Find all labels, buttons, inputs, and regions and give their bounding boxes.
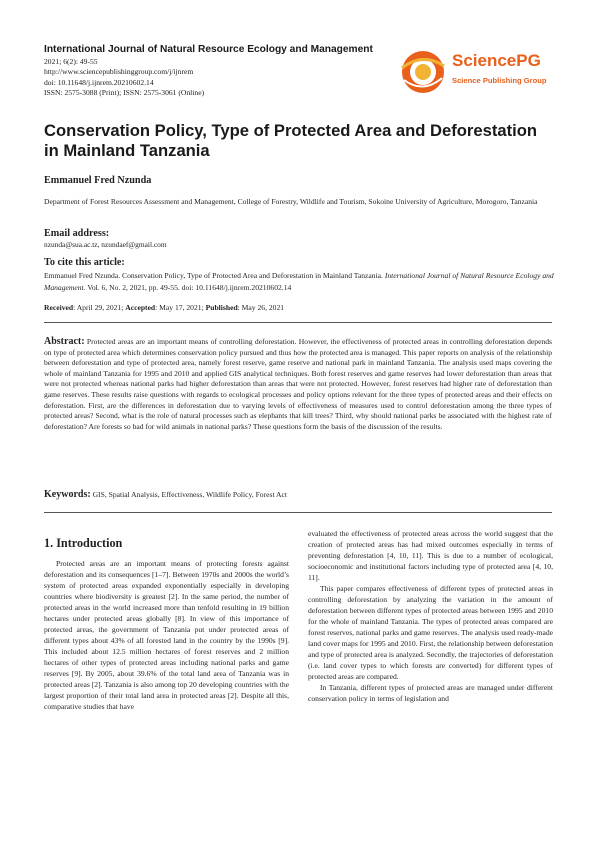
keywords-text: GIS, Spatial Analysis, Effectiveness, Wildlife Policy, Forest Act [92, 490, 288, 499]
cite-heading: To cite this article: [44, 257, 125, 268]
paragraph: This paper compares effectiveness of different types of protected areas in controlling deforestation by analyzing the variation in the amount of deforestation between different types of protected areas between 1995 and 2010 for the whole of mainland Tanzania. The types of protected areas compared are forest reserves, national parks and game reserves. The analysis used ready-made land cover maps for 1995 and 2010. First, the relationship between deforestation and type of protected area is analyzed. Secondly, the trajectories of deforestation (i.e. land cover types to which forests are converted) for different types of protected areas are compared. [308, 584, 553, 681]
affiliation: Department of Forest Resources Assessment and Management, College of Forestry, Wildlife and Tourism, Sokoine University of Agriculture, Morogoro, Tanzania [44, 197, 538, 206]
email-heading: Email address: [44, 228, 110, 239]
cite-journal: International Journal of Natural Resource Ecology and Management. [44, 271, 554, 292]
paragraph: Protected areas are an important means of protecting forests against deforestation and its consequences [1–7]. Between 1970s and 2000s the world’s system of protected areas expanded exponentially especially in developing countries where biodiversity is greatest [2]. In the same period, the number of protected areas in the world increased more than tenfold resulting in 19 billion hectares under protected areas globally [8]. In view of this importance of protected areas, the government of Tanzania put under protected areas of different types about 43% of all forested land in the country by the 1990s [9]. This included about 12.5 million hectares of forest reserves and 2 million hectares of other types of protected areas including national parks and game reserves [9]. By 2005, about 39.6% of the total land area of Tanzania was in protected areas [2]. Tanzania is also among top 20 developing countries with the largest proportion of their total land area in protected areas [2]. Despite all this, comparative studies that have [44, 559, 289, 711]
cite-tail: Vol. 6, No. 2, 2021, pp. 49-55. doi: 10.11648/j.ijnrem.20210602.14 [87, 282, 292, 292]
author-name: Emmanuel Fred Nzunda [44, 175, 152, 186]
column-left [44, 558, 289, 712]
logo-name: SciencePG [452, 51, 541, 70]
sciencepg-logo [400, 48, 580, 96]
doi[interactable]: doi: 10.11648/j.ijnrem.20210602.14 [44, 77, 154, 87]
column-right [308, 528, 553, 704]
section-heading: 1. Introduction [44, 536, 123, 550]
article-title: Conservation Policy, Type of Protected Area and Deforestation in Mainland Tanzania [44, 121, 537, 160]
paragraph: evaluated the effectiveness of protected areas across the world suggest that the creation of protected areas has had mixed outcomes especially in terms of preventing deforestation [4, 10, 11]. This is due to a number of ecological, socioeconomic and institutional factors including type of protected area [4, 10, 11]. [308, 529, 553, 582]
accepted-date: : May 17, 2021; [155, 303, 206, 312]
citation [44, 270, 554, 293]
published-date: : May 26, 2021 [237, 303, 285, 312]
cite-text: Emmanuel Fred Nzunda. Conservation Policy, Type of Protected Area and Deforestation in Mainland Tanzania. [44, 271, 383, 280]
divider-bottom [44, 512, 552, 513]
logo-subtitle: Science Publishing Group [452, 76, 547, 85]
published-label: Published [205, 303, 238, 312]
abstract [44, 337, 552, 432]
keywords-label: Keywords: [44, 489, 91, 500]
received-date: : April 29, 2021; [73, 303, 126, 312]
abstract-text: Protected areas are an important means of controlling deforestation. However, the effectiveness of protected areas in controlling deforestation depends on type of protected area which determines conservation policy pursued and thus how the protected area is managed. This paper reports on analysis of the relationship between deforestation and type of protected area, namely forest reserve, game reserve and national park in mainland Tanzania. The analysis used maps covering the whole of mainland Tanzania for 1995 and 2010 and applied GIS analytical techniques. Both forest reserves and game reserves had lower deforestation than areas that were not protected whereas national parks had higher deforestation than areas that were not protected. However, forest reserves had higher rate of deforestation than game reserves. These results raise questions with regards to ecological processes and policy options relevant for the three types of protected areas and their effects on deforestation. First, are the differences in deforestation due to varying levels of effectiveness of measures used to control deforestation among the three types of protected areas? Second, what is the role of natural processes such as elephants that kill trees? Third, why should national parks be associated with the highest rate of deforestation? Are forests so bad for wild animals in national parks? These questions form the basis of the discussion of the results. [44, 337, 552, 431]
received-label: Received [44, 303, 74, 312]
issn: ISSN: 2575-3088 (Print); ISSN: 2575-3061 (Online) [44, 88, 205, 98]
email-address[interactable]: nzunda@sua.ac.tz, nzundaef@gmail.com [44, 240, 167, 249]
journal-url[interactable]: http://www.sciencepublishinggroup.com/j/ijnrem [44, 67, 194, 77]
divider-top [44, 322, 552, 323]
journal-name: International Journal of Natural Resource Ecology and Management [44, 44, 373, 55]
paragraph: In Tanzania, different types of protected areas are managed under different conservation policy in terms of legislation and [308, 683, 553, 703]
journal-meta [44, 57, 204, 99]
article-dates [44, 303, 284, 312]
issue-info: 2021; 6(2): 49-55 [44, 57, 98, 66]
abstract-label: Abstract: [44, 336, 85, 347]
keywords [44, 489, 287, 500]
accepted-label: Accepted [125, 303, 156, 312]
